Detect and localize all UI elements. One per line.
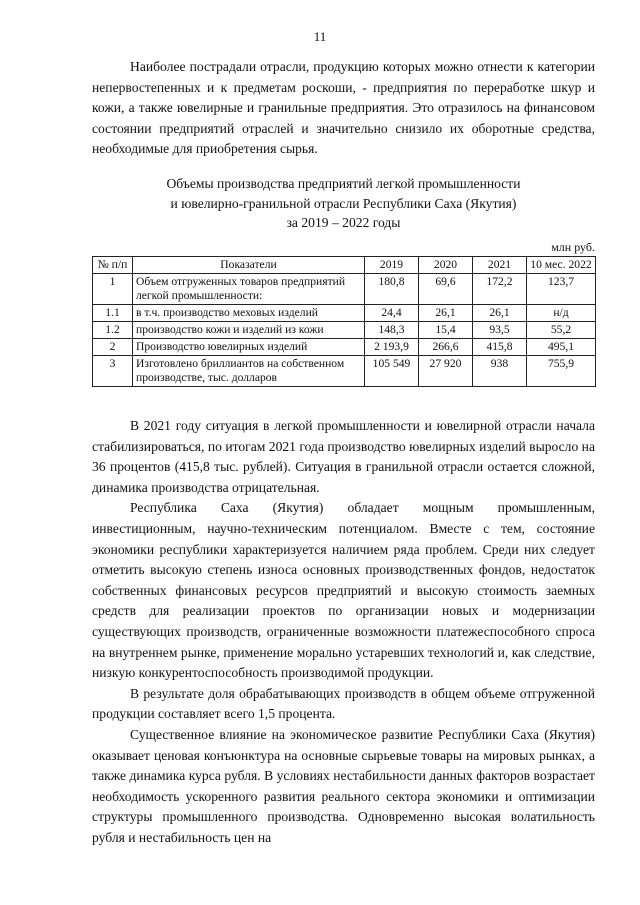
table-cell: 26,1 (473, 305, 527, 322)
table-cell: Изготовлено бриллиантов на собственном производстве, тыс. долларов (133, 356, 365, 387)
body-text-block (92, 416, 595, 848)
header-cell-2021: 2021 (473, 257, 527, 274)
intro-paragraph-block (92, 57, 595, 160)
page-number: 11 (313, 29, 327, 44)
header-cell-number: № п/п (93, 257, 133, 274)
table-cell: 26,1 (419, 305, 473, 322)
table-caption (92, 174, 595, 233)
table-caption-line: и ювелирно-гранильной отрасли Республики Саха (Якутия) (170, 195, 517, 211)
table-cell: производство кожи и изделий из кожи (133, 322, 365, 339)
table-cell: 938 (473, 356, 527, 387)
table-cell: 123,7 (527, 274, 596, 305)
table-caption-line: за 2019 – 2022 годы (286, 215, 401, 230)
table-cell: 415,8 (473, 339, 527, 356)
table-cell: 55,2 (527, 322, 596, 339)
table-cell: Объем отгруженных товаров предприятий легкой промышленности: (133, 274, 365, 305)
table-cell: 24,4 (365, 305, 419, 322)
body-paragraph: Республика Саха (Якутия) обладает мощным промышленным, инвестиционным, научно-техническим потенциалом. Вместе с тем, состояние экономики республики характеризуется наличием ряда проблем. Среди них следует отметить высокую степень износа основных производственных фондов, недостаток собственных финансовых ресурсов предприятий и высокую стоимость заемных средств для реализации проектов по организации новых и модернизации существующих производств, ограниченные возможности платежеспособного спроса на внутреннем рынке, применение морально устаревших технологий и, как следствие, низкую конкурентоспособность производимой продукции. (92, 500, 595, 681)
table-cell: 2 (93, 339, 133, 356)
body-paragraph: Существенное влияние на экономическое развитие Республики Саха (Якутия) оказывает ценовая конъюнктура на основные сырьевые товары на мировых рынках, а также динамика курса рубля. В условиях нестабильности данных факторов возрастает необходимость ускоренного развития реального сектора экономики и оптимизации структуры промышленного производства. Одновременно высокая волатильность рубля и нестабильность цен на (92, 726, 595, 845)
table-header-row (93, 257, 596, 274)
table-cell: 1 (93, 274, 133, 305)
table-units: млн руб. (551, 240, 595, 254)
table-row (93, 322, 596, 339)
table-cell: 105 549 (365, 356, 419, 387)
table-caption-line: Объемы производства предприятий легкой промышленности (166, 176, 521, 191)
header-cell-2019: 2019 (365, 257, 419, 274)
body-paragraph: В результате доля обрабатывающих производств в общем объеме отгруженной продукции составляет всего 1,5 процента. (92, 685, 595, 722)
production-table (92, 256, 596, 387)
table-cell: 3 (93, 356, 133, 387)
table-cell: 148,3 (365, 322, 419, 339)
table-row (93, 305, 596, 322)
table-cell: Производство ювелирных изделий (133, 339, 365, 356)
table-cell: 172,2 (473, 274, 527, 305)
table-cell: 266,6 (419, 339, 473, 356)
header-cell-2022: 10 мес. 2022 (527, 257, 596, 274)
table-cell: н/д (527, 305, 596, 322)
table-cell: 69,6 (419, 274, 473, 305)
table-row (93, 339, 596, 356)
header-cell-indicator: Показатели (133, 257, 365, 274)
table-cell: в т.ч. производство меховых изделий (133, 305, 365, 322)
table-cell: 755,9 (527, 356, 596, 387)
header-cell-2020: 2020 (419, 257, 473, 274)
table-cell: 1.2 (93, 322, 133, 339)
table-cell: 2 193,9 (365, 339, 419, 356)
table-cell: 1.1 (93, 305, 133, 322)
table-row (93, 356, 596, 387)
table-cell: 27 920 (419, 356, 473, 387)
table-cell: 15,4 (419, 322, 473, 339)
table-cell: 180,8 (365, 274, 419, 305)
body-paragraph: В 2021 году ситуация в легкой промышленности и ювелирной отрасли начала стабилизироваться, по итогам 2021 года производство ювелирных изделий выросло на 36 процентов (415,8 тыс. рублей). Ситуация в гранильной отрасли остается сложной, динамика производства отрицательная. (92, 418, 595, 495)
table-row (93, 274, 596, 305)
table-cell: 93,5 (473, 322, 527, 339)
intro-paragraph: Наиболее пострадали отрасли, продукцию которых можно отнести к категории непервостепенных и к предметам роскоши, - предприятия по переработке шкур и кожи, а также ювелирные и гранильные предприятия. Это отразилось на финансовом состоянии предприятий отраслей и значительно снизило их оборотные средства, необходимые для приобретения сырья. (92, 59, 595, 157)
table-cell: 495,1 (527, 339, 596, 356)
